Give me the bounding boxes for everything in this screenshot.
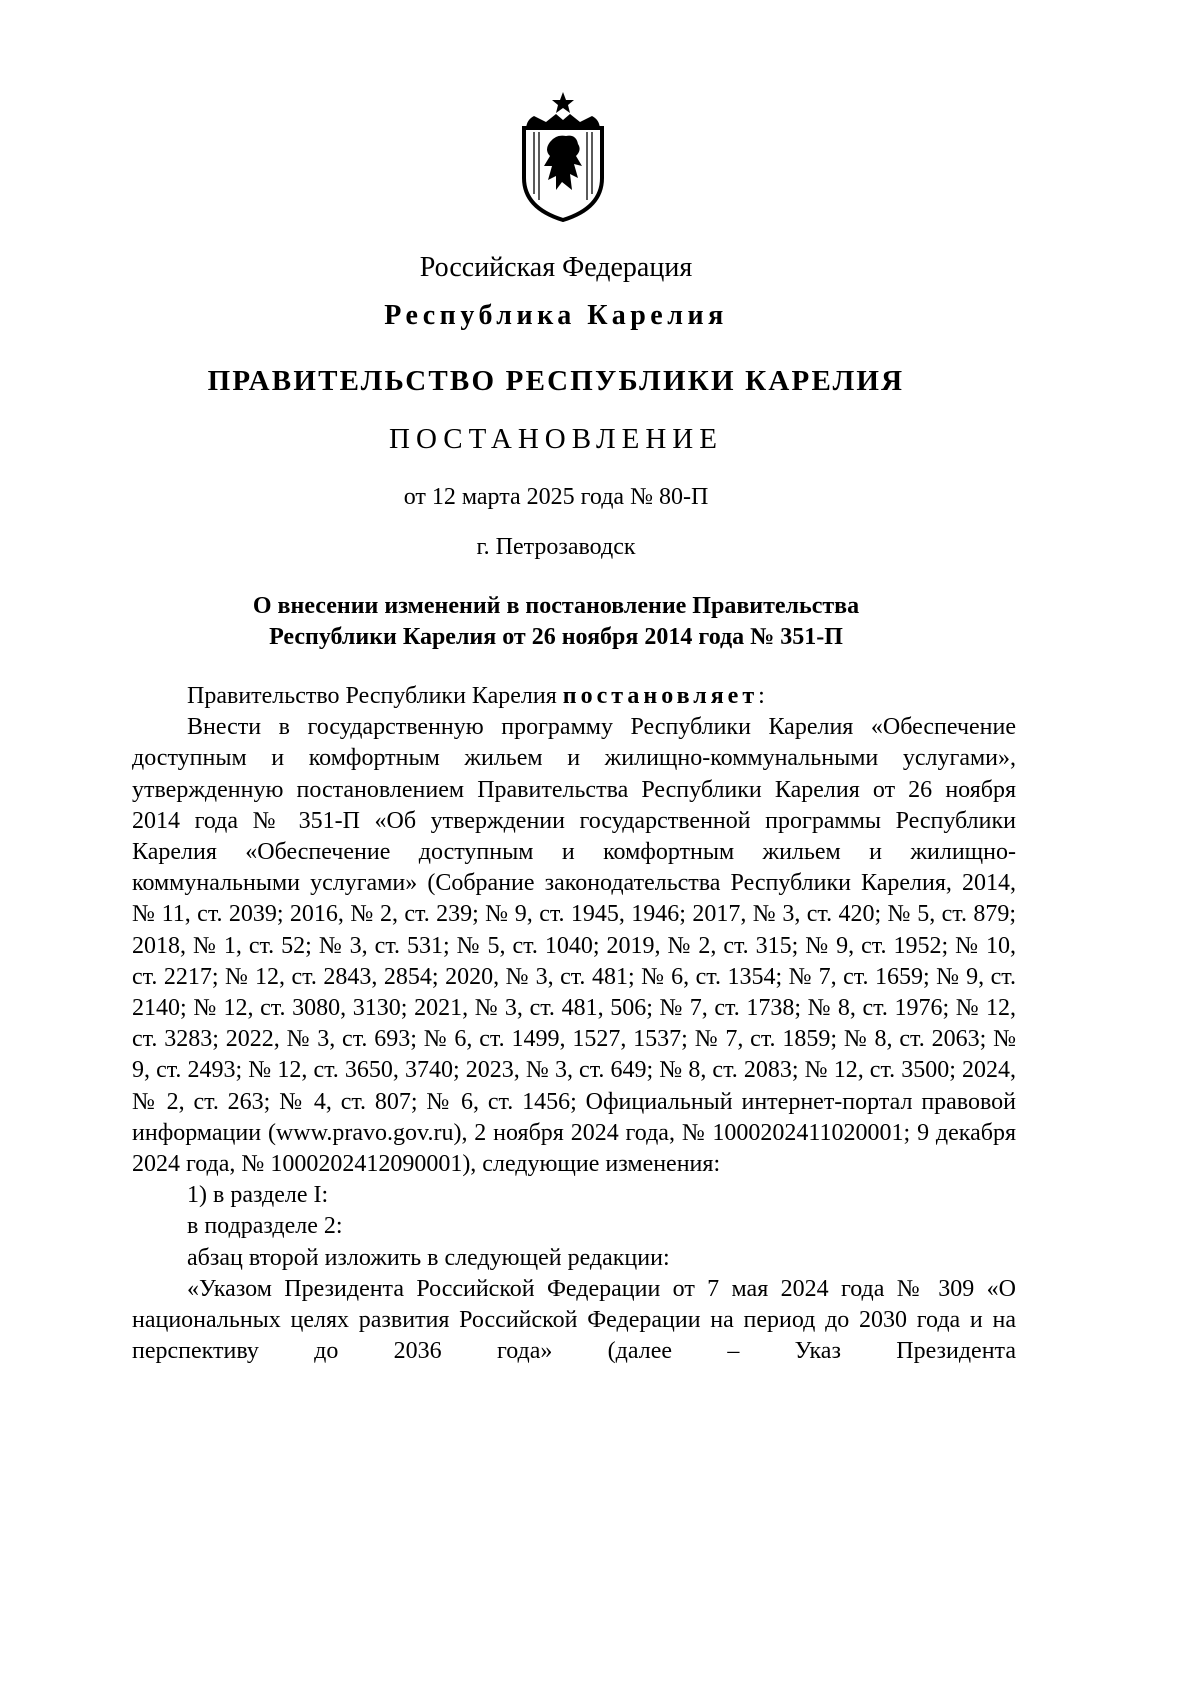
federation-name: Российская Федерация	[419, 252, 693, 283]
document-title-line-2: Республики Карелия от 26 ноября 2014 года № 351-П	[269, 624, 843, 650]
intro-prefix: Правительство Республики Карелия	[187, 683, 557, 709]
list-item-2: в подразделе 2:	[187, 1213, 343, 1240]
republic-name: Республика Карелия	[384, 300, 728, 331]
intro-verb: постановляет	[562, 683, 759, 709]
intro-suffix: :	[758, 683, 765, 709]
government-name: ПРАВИТЕЛЬСТВО РЕСПУБЛИКИ КАРЕЛИЯ	[207, 365, 905, 397]
document-city: г. Петрозаводск	[476, 534, 636, 560]
document-body	[132, 681, 1016, 1367]
star-icon	[552, 92, 574, 113]
main-paragraph: Внести в государственную программу Республики Карелия «Обеспечение доступным и комфортным жильем и жилищно-коммунальными услугами», утвержденную постановлением Правительства Республики Карелия от 26 ноября 2014 года № 351-П «Об утверждении государственной программы Республики Карелия «Обеспечение доступным и комфортным жильем и жилищно-коммунальными услугами» (Собрание законодательства Республики Карелия, 2014, № 11, ст. 2039; 2016, № 2, ст. 239; № 9, ст. 1945, 1946; 2017, № 3, ст. 420; № 5, ст. 879; 2018, № 1, ст. 52; № 3, ст. 531; № 5, ст. 1040; 2019, № 2, ст. 315; № 9, ст. 1952; № 10, ст. 2217; № 12, ст. 2843, 2854; 2020, № 3, ст. 481; № 6, ст. 1354; № 7, ст. 1659; № 9, ст. 2140; № 12, ст. 3080, 3130; 2021, № 3, ст. 481, 506; № 7, ст. 1738; № 8, ст. 1976; № 12, ст. 3283; 2022, № 3, ст. 693; № 6, ст. 1499, 1527, 1537; № 7, ст. 1859; № 8, ст. 2063; № 9, ст. 2493; № 12, ст. 3650, 3740; 2023, № 3, ст. 649; № 8, ст. 2083; № 12, ст. 3500; 2024, № 2, ст. 263; № 4, ст. 807; № 6, ст. 1456; Официальный интернет-портал правовой информации (www.pravo.gov.ru), 2 ноября 2024 года, № 1000202411020001; 9 декабря 2024 года, № 1000202412090001), следующие изменения:	[132, 714, 1016, 1178]
coat-of-arms-emblem	[516, 90, 610, 222]
document-date-number: от 12 марта 2025 года № 80-П	[403, 484, 709, 510]
document-title-line-1: О внесении изменений в постановление Правительства	[252, 593, 860, 619]
list-item-3: абзац второй изложить в следующей редакции:	[187, 1244, 670, 1271]
list-item-1: 1) в разделе I:	[187, 1182, 329, 1209]
quote-paragraph: «Указом Президента Российской Федерации от 7 мая 2024 года № 309 «О национальных целях развития Российской Федерации на период до 2030 года и на перспективу до 2036 года» (далее – Указ Президента	[132, 1275, 1016, 1365]
intro-paragraph	[132, 681, 1016, 712]
document-type: ПОСТАНОВЛЕНИЕ	[389, 423, 723, 455]
